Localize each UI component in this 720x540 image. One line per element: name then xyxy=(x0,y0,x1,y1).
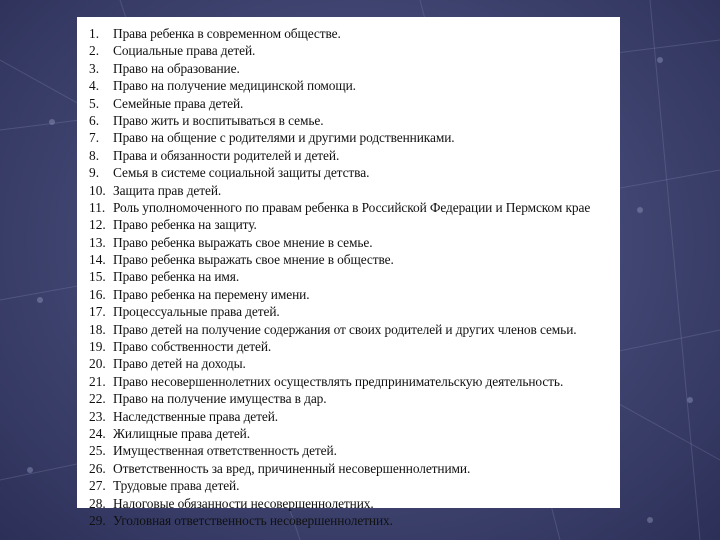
item-number: 23. xyxy=(89,408,106,424)
list-item xyxy=(89,42,620,59)
item-number: 21. xyxy=(89,373,106,389)
list-item xyxy=(89,216,620,233)
item-text: Семейные права детей. xyxy=(113,95,244,111)
list-item xyxy=(89,234,620,251)
item-text: Право ребенка выражать свое мнение в обществе. xyxy=(113,252,394,268)
list-item xyxy=(89,460,620,477)
list-item xyxy=(89,512,620,529)
item-text: Право ребенка на перемену имени. xyxy=(113,286,310,302)
list-item xyxy=(89,268,620,285)
list-item xyxy=(89,147,620,164)
list-item xyxy=(89,355,620,372)
item-text: Право несовершеннолетних осуществлять предпринимательскую деятельность. xyxy=(113,373,564,389)
item-text: Наследственные права детей. xyxy=(113,408,279,424)
item-text: Налоговые обязанности несовершеннолетних. xyxy=(113,495,374,511)
list-item xyxy=(89,182,620,199)
list-item xyxy=(89,164,620,181)
item-number: 25. xyxy=(89,443,106,459)
item-number: 27. xyxy=(89,478,106,494)
topic-list xyxy=(77,17,620,529)
item-text: Право ребенка на защиту. xyxy=(113,217,257,233)
list-item xyxy=(89,321,620,338)
item-text: Защита прав детей. xyxy=(113,182,222,198)
item-number: 3. xyxy=(89,60,100,76)
list-item xyxy=(89,408,620,425)
item-text: Право на получение имущества в дар. xyxy=(113,391,327,407)
item-text: Права и обязанности родителей и детей. xyxy=(113,147,340,163)
item-text: Право на образование. xyxy=(113,60,240,76)
item-number: 8. xyxy=(89,147,100,163)
list-item xyxy=(89,303,620,320)
item-number: 17. xyxy=(89,304,106,320)
item-number: 26. xyxy=(89,460,106,476)
item-number: 19. xyxy=(89,339,106,355)
list-item xyxy=(89,390,620,407)
item-text: Роль уполномоченного по правам ребенка в Российской Федерации и Пермском крае xyxy=(113,199,591,215)
item-number: 5. xyxy=(89,95,100,111)
list-item xyxy=(89,425,620,442)
document-page xyxy=(77,17,620,528)
item-text: Социальные права детей. xyxy=(113,43,256,59)
item-number: 24. xyxy=(89,425,106,441)
item-number: 20. xyxy=(89,356,106,372)
item-text: Право на общение с родителями и другими родственниками. xyxy=(113,130,455,146)
item-number: 7. xyxy=(89,130,100,146)
item-text: Право жить и воспитываться в семье. xyxy=(113,112,324,128)
item-number: 12. xyxy=(89,217,106,233)
item-text: Права ребенка в современном обществе. xyxy=(113,26,341,41)
item-number: 18. xyxy=(89,321,106,337)
item-number: 14. xyxy=(89,252,106,268)
item-number: 9. xyxy=(89,165,100,181)
item-number: 16. xyxy=(89,286,106,302)
item-text: Уголовная ответственность несовершеннолетних. xyxy=(113,512,393,528)
item-text: Ответственность за вред, причиненный несовершеннолетними. xyxy=(113,460,471,476)
item-text: Право детей на доходы. xyxy=(113,356,246,372)
item-number: 29. xyxy=(89,512,106,528)
list-item xyxy=(89,338,620,355)
item-text: Право ребенка выражать свое мнение в семье. xyxy=(113,234,373,250)
item-number: 15. xyxy=(89,269,106,285)
item-number: 4. xyxy=(89,78,100,94)
list-item xyxy=(89,286,620,303)
item-number: 6. xyxy=(89,112,100,128)
item-text: Процессуальные права детей. xyxy=(113,304,280,320)
list-item xyxy=(89,199,620,216)
item-text: Трудовые права детей. xyxy=(113,478,240,494)
list-item xyxy=(89,95,620,112)
item-text: Семья в системе социальной защиты детства. xyxy=(113,165,370,181)
list-item xyxy=(89,495,620,512)
item-number: 22. xyxy=(89,391,106,407)
item-number: 1. xyxy=(89,26,100,41)
item-text: Право собственности детей. xyxy=(113,339,272,355)
item-number: 10. xyxy=(89,182,106,198)
item-number: 11. xyxy=(89,199,106,215)
list-item xyxy=(89,60,620,77)
item-number: 2. xyxy=(89,43,100,59)
item-text: Право на получение медицинской помощи. xyxy=(113,78,356,94)
list-item xyxy=(89,25,620,42)
item-number: 28. xyxy=(89,495,106,511)
item-text: Право ребенка на имя. xyxy=(113,269,240,285)
list-item xyxy=(89,477,620,494)
list-item xyxy=(89,442,620,459)
list-item xyxy=(89,129,620,146)
list-item xyxy=(89,112,620,129)
item-text: Право детей на получение содержания от своих родителей и других членов семьи. xyxy=(113,321,577,337)
item-text: Имущественная ответственность детей. xyxy=(113,443,337,459)
list-item xyxy=(89,77,620,94)
list-item xyxy=(89,251,620,268)
list-item xyxy=(89,373,620,390)
item-text: Жилищные права детей. xyxy=(113,425,250,441)
item-number: 13. xyxy=(89,234,106,250)
